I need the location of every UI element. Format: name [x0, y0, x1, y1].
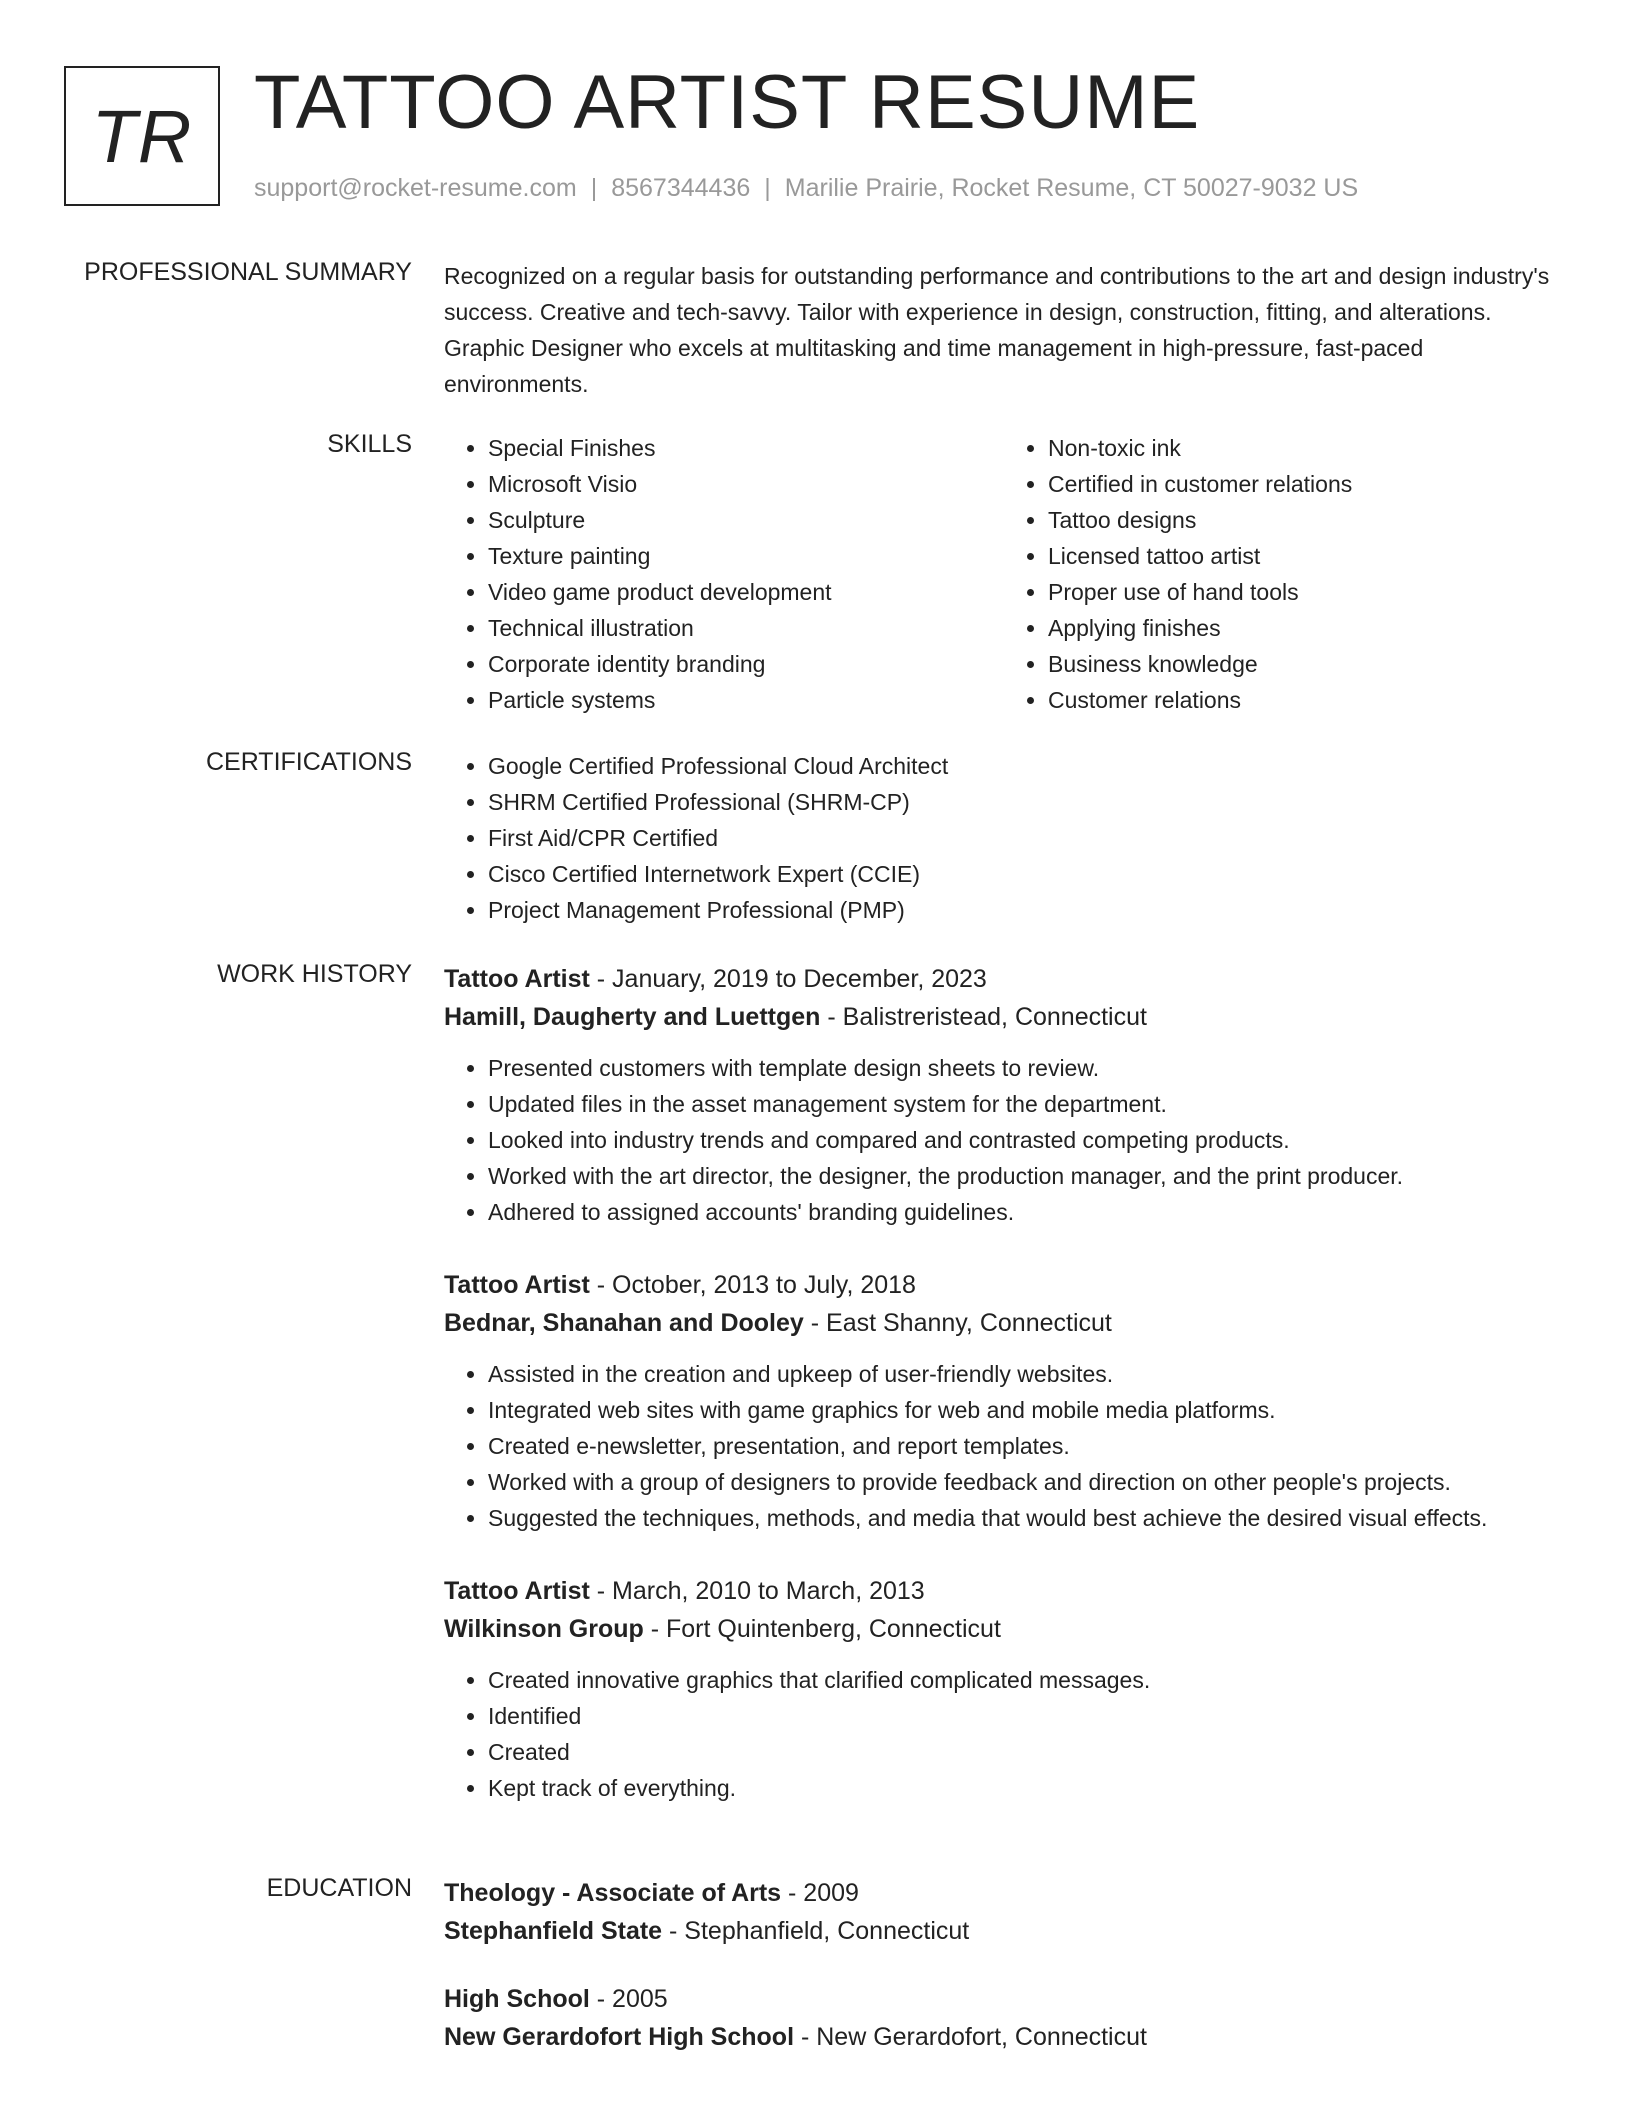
section-label: SKILLS: [327, 430, 412, 458]
job-bullet: • Suggested the techniques, methods, and media that would best achieve the desired visual effects.: [488, 1500, 1564, 1536]
skill-item: • Applying finishes: [1048, 610, 1564, 646]
job-entry: [444, 960, 1564, 1230]
job-bullet: • Updated files in the asset management system for the department.: [488, 1086, 1564, 1122]
contact-address: Marilie Prairie, Rocket Resume, CT 50027-9032 US: [784, 174, 1359, 202]
certification-item: • SHRM Certified Professional (SHRM-CP): [488, 784, 1564, 820]
skill-item: • Sculpture: [488, 502, 1004, 538]
job-bullet: • Created e-newsletter, presentation, and report templates.: [488, 1428, 1564, 1464]
skill-item: • Tattoo designs: [1048, 502, 1564, 538]
education-location: - Stephanfield, Connecticut: [662, 1917, 970, 1945]
job-bullet: • Worked with the art director, the designer, the production manager, and the print producer.: [488, 1158, 1564, 1194]
job-company-line: [444, 1304, 1564, 1342]
skill-item: • Licensed tattoo artist: [1048, 538, 1564, 574]
job-dates: - October, 2013 to July, 2018: [589, 1271, 916, 1299]
section-content: [444, 960, 1564, 1842]
skill-item: • Special Finishes: [488, 430, 1004, 466]
job-title: Tattoo Artist: [444, 1271, 590, 1299]
contact-separator: |: [764, 174, 771, 202]
job-bullet: • Worked with a group of designers to provide feedback and direction on other people's projects.: [488, 1464, 1564, 1500]
job-bullets: [444, 1356, 1564, 1536]
job-location: - East Shanny, Connecticut: [803, 1309, 1112, 1337]
certification-item: • Cisco Certified Internetwork Expert (CCIE): [488, 856, 1564, 892]
summary-text: Recognized on a regular basis for outstanding performance and contributions to the art and design industry's success. Creative and tech-savvy. Tailor with experience in design, construction, fitting, and alterations. Graphic Designer who excels at multitasking and time management in high-pressure, fast-paced environments.: [444, 263, 1550, 397]
job-location: - Fort Quintenberg, Connecticut: [643, 1615, 1001, 1643]
job-bullet: • Created innovative graphics that clarified complicated messages.: [488, 1662, 1564, 1698]
job-bullet: • Kept track of everything.: [488, 1770, 1564, 1806]
job-location: - Balistreristead, Connecticut: [820, 1003, 1147, 1031]
job-title-line: [444, 1572, 1564, 1610]
education-entry: [444, 1980, 1564, 2056]
contact-separator: |: [590, 174, 598, 202]
skill-item: • Texture painting: [488, 538, 1004, 574]
skill-item: • Non-toxic ink: [1048, 430, 1564, 466]
skill-item: • Business knowledge: [1048, 646, 1564, 682]
education-school: New Gerardofort High School: [444, 2023, 795, 2051]
section-content: [444, 258, 1564, 402]
job-title: Tattoo Artist: [444, 965, 590, 993]
skill-item: • Technical illustration: [488, 610, 1004, 646]
job-bullets: [444, 1050, 1564, 1230]
education-degree-line: [444, 1874, 1564, 1912]
contact-email: support@rocket-resume.com: [254, 174, 577, 202]
certifications-list: [444, 748, 1564, 928]
job-bullet: • Assisted in the creation and upkeep of user-friendly websites.: [488, 1356, 1564, 1392]
job-bullet: • Identified: [488, 1698, 1564, 1734]
job-bullet: • Adhered to assigned accounts' branding guidelines.: [488, 1194, 1564, 1230]
education-school-line: [444, 2018, 1564, 2056]
section-label: CERTIFICATIONS: [205, 748, 412, 776]
job-entry: [444, 1572, 1564, 1806]
contact-line: [254, 174, 1358, 203]
job-bullet: • Integrated web sites with game graphics for web and mobile media platforms.: [488, 1392, 1564, 1428]
job-bullet: • Created: [488, 1734, 1564, 1770]
monogram-initials: TR: [91, 94, 193, 178]
skills-columns: [444, 430, 1564, 718]
job-bullet: • Presented customers with template design sheets to review.: [488, 1050, 1564, 1086]
section-label: EDUCATION: [266, 1874, 412, 1902]
education-location: - New Gerardofort, Connecticut: [794, 2023, 1147, 2051]
job-bullet: • Looked into industry trends and compared and contrasted competing products.: [488, 1122, 1564, 1158]
certification-item: • Project Management Professional (PMP): [488, 892, 1564, 928]
section-label: PROFESSIONAL SUMMARY: [84, 258, 412, 286]
job-entry: [444, 1266, 1564, 1536]
education-year: - 2005: [589, 1985, 668, 2013]
education-year: - 2009: [781, 1879, 859, 1907]
section-label: WORK HISTORY: [217, 960, 412, 988]
skills-list-right: [1004, 430, 1564, 718]
job-title: Tattoo Artist: [444, 1577, 590, 1605]
skill-item: • Microsoft Visio: [488, 466, 1004, 502]
job-title-line: [444, 960, 1564, 998]
education-degree-line: [444, 1980, 1564, 2018]
education-entry: [444, 1874, 1564, 1950]
skill-item: • Customer relations: [1048, 682, 1564, 718]
skill-item: • Corporate identity branding: [488, 646, 1004, 682]
skills-list-left: [444, 430, 1004, 718]
job-dates: - January, 2019 to December, 2023: [589, 965, 987, 993]
page-title: TATTOO ARTIST RESUME: [254, 60, 1201, 145]
job-company-line: [444, 998, 1564, 1036]
certification-item: • Google Certified Professional Cloud Architect: [488, 748, 1564, 784]
skill-item: • Particle systems: [488, 682, 1004, 718]
education-degree: High School: [444, 1985, 590, 2013]
job-company: Hamill, Daugherty and Luettgen: [444, 1003, 821, 1031]
section-content: [444, 748, 1564, 928]
certification-item: • First Aid/CPR Certified: [488, 820, 1564, 856]
contact-phone: 8567344436: [611, 174, 751, 202]
education-degree: Theology - Associate of Arts: [444, 1879, 782, 1907]
skill-item: • Proper use of hand tools: [1048, 574, 1564, 610]
section-content: [444, 1874, 1564, 2086]
monogram-badge: [64, 66, 220, 206]
job-bullets: [444, 1662, 1564, 1806]
education-school: Stephanfield State: [444, 1917, 663, 1945]
job-title-line: [444, 1266, 1564, 1304]
job-company: Wilkinson Group: [444, 1615, 644, 1643]
job-dates: - March, 2010 to March, 2013: [589, 1577, 925, 1605]
job-company: Bednar, Shanahan and Dooley: [444, 1309, 804, 1337]
job-company-line: [444, 1610, 1564, 1648]
skill-item: • Certified in customer relations: [1048, 466, 1564, 502]
skill-item: • Video game product development: [488, 574, 1004, 610]
education-school-line: [444, 1912, 1564, 1950]
